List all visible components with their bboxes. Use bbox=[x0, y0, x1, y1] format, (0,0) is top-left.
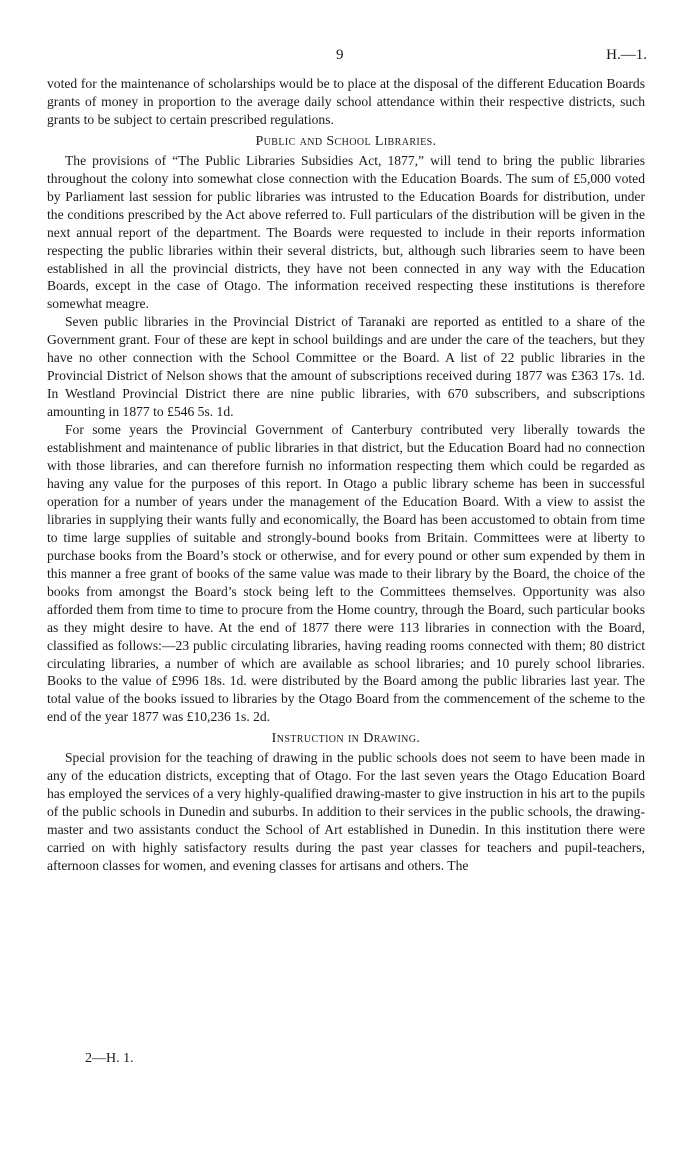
page-header bbox=[47, 47, 647, 65]
document-body bbox=[47, 75, 645, 875]
document-reference: H.—1. bbox=[606, 47, 647, 63]
page-number: 9 bbox=[336, 47, 344, 63]
section-heading-libraries: Public and School Libraries. bbox=[255, 133, 437, 149]
paragraph-intro: voted for the maintenance of scholarships would be to place at the disposal of the different Education Boards grants of money in proportion to the average daily school attendance within their respective districts, such grants to be subject to certain prescribed regulations. bbox=[47, 76, 645, 127]
paragraph-libraries-1: The provisions of “The Public Libraries Subsidies Act, 1877,” will tend to bring the public libraries throughout the colony into somewhat close connection with the Education Boards. The sum of £5,000 voted by Parliament last session for public libraries was intrusted to the Education Boards for distribution, under the conditions prescribed by the Act above referred to. Full particulars of the distribution will be given in the next annual report of the department. The Boards were requested to include in their reports information respecting the public libraries within their several districts, but, although such libraries seem to have been established in all the provincial districts, they have not been connected in any way with the Education Boards, except in the case of Otago. The information received respecting these institutions is therefore somewhat meagre. bbox=[47, 152, 645, 312]
section-heading-drawing: Instruction in Drawing. bbox=[271, 731, 421, 747]
paragraph-libraries-3: For some years the Provincial Government of Canterbury contributed very liberally towards the establishment and maintenance of public libraries in that district, but the Education Board had no connection with those libraries, and can therefore furnish no information respecting them which could be regarded as having any value for the purposes of this report. In Otago a public library scheme has been in successful operation for a number of years under the management of the Education Board. With a view to assist the libraries in supplying their wants fully and economically, the Board has been accustomed to obtain from time to time large supplies of suitable and strongly-bound books from Britain. Committees were at liberty to purchase books from the Board’s stock or otherwise, and for every pound or other sum expended by them in this manner a free grant of books of the same value was made to their library by the Board, the choice of the books from amongst the Board’s stock being left to the Committees themselves. Opportunity was also afforded them from time to time to procure from the Home country, through the Board, such particular books as they might desire to have. At the end of 1877 there were 113 libraries in connection with the Board, classified as follows:—23 public circulating libraries, having reading rooms connected with them; 80 district circulating libraries, a number of which are available as school libraries; and 10 purely school libraries. Books to the value of £996 18s. 1d. were distributed by the Board among the public libraries last year. The total value of the books issued to libraries by the Otago Board from the commencement of the scheme to the end of the year 1877 was £10,236 1s. 2d. bbox=[47, 422, 645, 725]
signature-mark: 2—H. 1. bbox=[85, 1051, 134, 1066]
paragraph-drawing-1: Special provision for the teaching of drawing in the public schools does not seem to have been made in any of the education districts, excepting that of Otago. For the last seven years the Otago Education Board has employed the services of a very highly-qualified drawing-master to give instruction in his art to the pupils of the public schools in Dunedin and suburbs. In addition to their services in the public schools, the drawing-master and two assistants conduct the School of Art established in Dunedin. In this institution there were carried on with highly satisfactory results during the past year classes for teachers and pupil-teachers, afternoon classes for women, and evening classes for artisans and others. The bbox=[47, 750, 645, 873]
paragraph-libraries-2: Seven public libraries in the Provincial District of Taranaki are reported as entitled to a share of the Government grant. Four of these are kept in school buildings and are under the care of the teachers, but they have no other connection with the School Committee or the Board. A list of 22 public libraries in the Provincial District of Nelson shows that the amount of subscriptions received during 1877 was £363 17s. 1d. In Westland Provincial District there are nine public libraries, with 670 subscribers, and subscriptions amounting in 1877 to £546 5s. 1d. bbox=[47, 314, 645, 420]
